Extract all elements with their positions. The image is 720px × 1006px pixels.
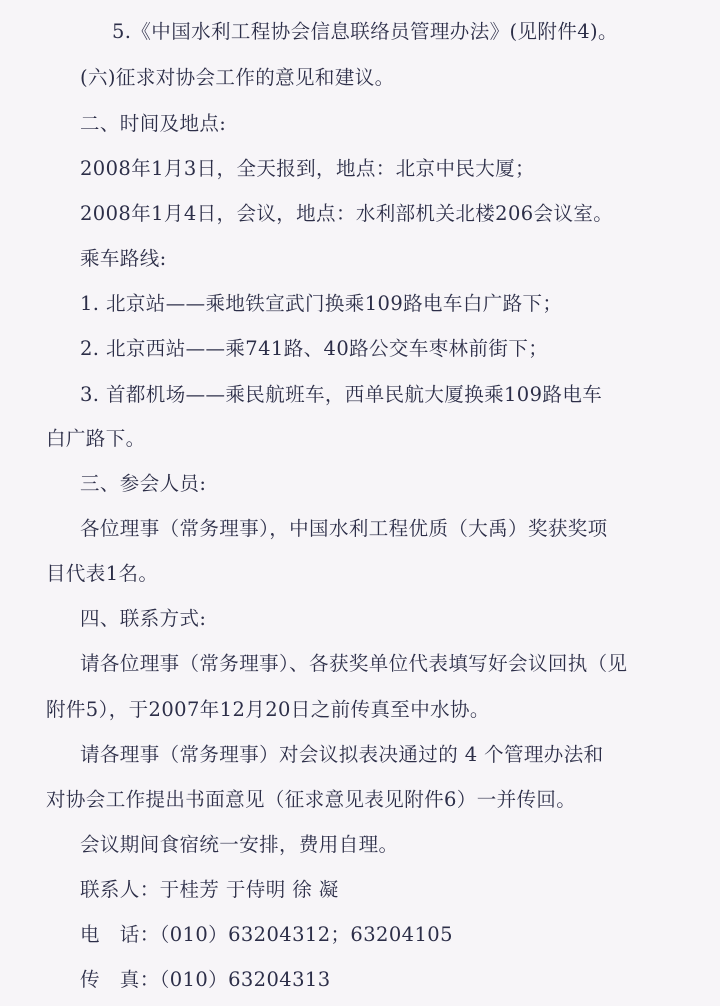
meeting-date-line: 2008年1月4日，会议，地点：水利部机关北楼206会议室。 xyxy=(80,202,614,225)
contact-persons: 联系人：于桂芳 于侍明 徐 凝 xyxy=(80,878,339,901)
item-5-attachment-4: 5.《中国水利工程协会信息联络员管理办法》(见附件4)。 xyxy=(112,20,618,43)
registration-date-line: 2008年1月3日，全天报到，地点：北京中民大厦； xyxy=(80,157,535,180)
section-3-heading: 三、参会人员: xyxy=(80,472,207,495)
route-item-2: 2. 北京西站——乘741路、40路公交车枣林前街下； xyxy=(80,337,549,360)
route-item-3: 3. 首都机场——乘民航班车，西单民航大厦换乘109路电车 xyxy=(80,383,603,406)
attendees-paragraph-continued: 目代表1名。 xyxy=(46,562,159,585)
section-2-heading: 二、时间及地点: xyxy=(80,112,227,135)
route-item-1: 1. 北京站——乘地铁宣武门换乘109路电车白广路下； xyxy=(80,292,563,315)
route-item-3-continued: 白广路下。 xyxy=(46,427,146,450)
contact-phone: 电 话：（010）63204312；63204105 xyxy=(80,923,453,946)
attendees-paragraph: 各位理事（常务理事），中国水利工程优质（大禹）奖获奖项 xyxy=(80,517,608,540)
accommodation-note: 会议期间食宿统一安排，费用自理。 xyxy=(80,833,399,856)
opinion-instruction: 请各理事（常务理事）对会议拟表决通过的 4 个管理办法和 xyxy=(80,743,604,766)
item-6-feedback: (六)征求对协会工作的意见和建议。 xyxy=(80,66,395,89)
contact-fax: 传 真：（010）63204313 xyxy=(80,968,331,991)
opinion-instruction-continued: 对协会工作提出书面意见（征求意见表见附件6）一并传回。 xyxy=(46,788,577,811)
route-heading: 乘车路线: xyxy=(80,247,167,270)
reply-instruction-continued: 附件5），于2007年12月20日之前传真至中水协。 xyxy=(46,698,490,721)
section-4-heading: 四、联系方式: xyxy=(80,607,207,630)
reply-instruction: 请各位理事（常务理事）、各获奖单位代表填写好会议回执（见 xyxy=(80,652,628,675)
